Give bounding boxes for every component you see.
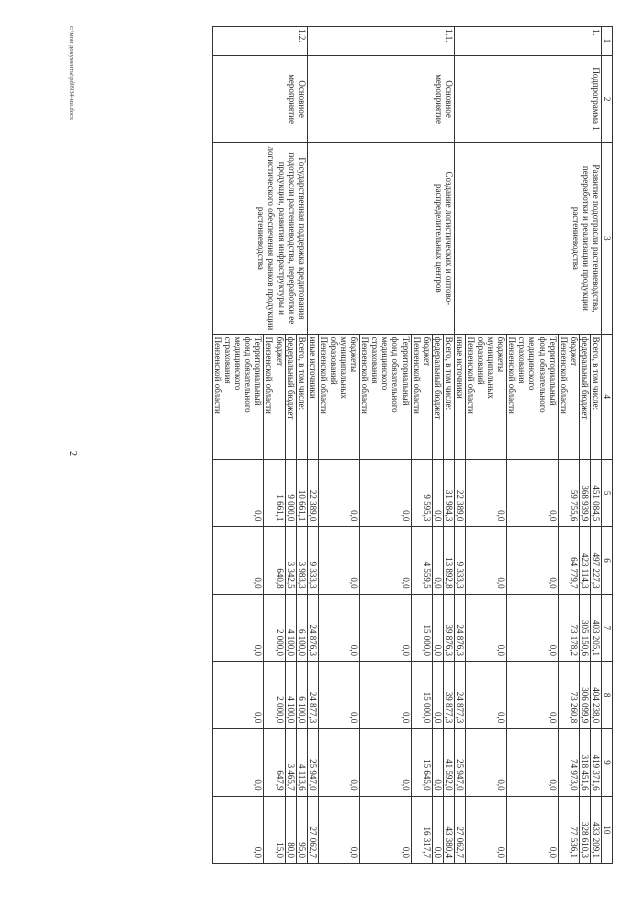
funding-source-line: Территориальный xyxy=(400,336,411,406)
funding-source-line: Пензенской области xyxy=(213,336,224,414)
group-num: 1. xyxy=(454,27,601,56)
table-row xyxy=(296,27,307,864)
funding-source-line: Территориальный xyxy=(547,336,558,406)
amount-cell: 0,0 xyxy=(360,661,411,728)
amount-cell: 0,0 xyxy=(507,459,558,526)
group-num: 1.1. xyxy=(307,27,454,56)
funding-source-line: страхования xyxy=(223,336,234,384)
file-path-footer: c:\мои документы\pd0934-ии.docx xyxy=(68,26,75,121)
funding-source-line: бюджеты xyxy=(349,336,360,373)
amount-cell: 4 100,0 xyxy=(285,594,296,661)
funding-source-line: Пензенской области xyxy=(318,336,329,414)
amount-cell: 73 260,8 xyxy=(558,661,579,728)
group-num: 1.2. xyxy=(213,27,308,56)
funding-source-line: иные источники xyxy=(454,336,465,399)
funding-source-line: муниципальных xyxy=(486,336,497,399)
amount-cell: 25 947,0 xyxy=(454,729,465,796)
amount-cell: 0,0 xyxy=(318,729,359,796)
amount-cell: 419 371,6 xyxy=(590,729,601,796)
column-header: 2 xyxy=(601,56,612,143)
amount-cell: 306 099,9 xyxy=(579,661,590,728)
amount-cell: 0,0 xyxy=(465,796,506,863)
funding-source xyxy=(296,334,307,459)
funding-source xyxy=(264,334,285,459)
amount-cell: 0,0 xyxy=(360,796,411,863)
amount-cell: 0,0 xyxy=(213,459,264,526)
amount-cell: 0,0 xyxy=(432,796,443,863)
amount-cell: 0,0 xyxy=(318,459,359,526)
amount-cell: 0,0 xyxy=(465,594,506,661)
funding-source-line: федеральный бюджет xyxy=(432,336,443,420)
column-header: 6 xyxy=(601,527,612,594)
funding-source-line: фонд обязательного xyxy=(537,336,548,413)
amount-cell: 9 333,3 xyxy=(307,527,318,594)
amount-cell: 73 178,2 xyxy=(558,594,579,661)
amount-cell: 0,0 xyxy=(432,729,443,796)
funding-source-line: Всего, в том числе: xyxy=(296,336,307,411)
column-header: 1 xyxy=(601,27,612,56)
amount-cell: 404 238,0 xyxy=(590,661,601,728)
amount-cell: 10 661,1 xyxy=(296,459,307,526)
amount-cell: 4 113,6 xyxy=(296,729,307,796)
amount-cell: 24 877,3 xyxy=(454,661,465,728)
amount-cell: 59 755,6 xyxy=(558,459,579,526)
amount-cell: 0,0 xyxy=(507,729,558,796)
funding-source-line: образований xyxy=(476,336,487,385)
funding-source-line: Пензенской области xyxy=(507,336,518,414)
amount-cell: 0,0 xyxy=(465,459,506,526)
rotated-page xyxy=(68,26,613,864)
amount-cell: 15 000,0 xyxy=(411,594,432,661)
group-name: Развитие подотрасли растениеводства, переработки и реализации продукции растениеводства xyxy=(454,143,601,334)
amount-cell: 24 876,3 xyxy=(307,594,318,661)
amount-cell: 647,9 xyxy=(264,729,285,796)
funding-source-line: Пензенской области xyxy=(465,336,476,414)
group-name: Создание логистических и оптово-распределительных центров xyxy=(307,143,454,334)
group-name: Государственная поддержка кредитования подотрасли растениеводства, переработки ее продукции, развития инфраструктуры и логистического обеспечения рынков продукции растениеводства xyxy=(213,143,308,334)
funding-source xyxy=(507,334,558,459)
amount-cell: 0,0 xyxy=(432,661,443,728)
amount-cell: 451 084,5 xyxy=(590,459,601,526)
amount-cell: 423 114,3 xyxy=(579,527,590,594)
funding-source xyxy=(443,334,454,459)
amount-cell: 2 000,0 xyxy=(264,594,285,661)
amount-cell: 328 610,3 xyxy=(579,796,590,863)
column-header: 10 xyxy=(601,796,612,863)
amount-cell: 27 062,7 xyxy=(307,796,318,863)
funding-source-line: фонд обязательного xyxy=(243,336,254,413)
amount-cell: 64 779,7 xyxy=(558,527,579,594)
funding-source-line: Пензенской области xyxy=(411,336,422,414)
amount-cell: 640,8 xyxy=(264,527,285,594)
funding-source-line: бюджет xyxy=(568,336,579,367)
amount-cell: 31 984,3 xyxy=(443,459,454,526)
funding-source xyxy=(411,334,432,459)
amount-cell: 0,0 xyxy=(318,796,359,863)
group-type: Подпрограмма 1 xyxy=(454,56,601,143)
group-type: Основное мероприятие xyxy=(213,56,308,143)
funding-source-line: бюджеты xyxy=(496,336,507,373)
funding-source-line: муниципальных xyxy=(339,336,350,399)
table-row xyxy=(443,27,454,864)
amount-cell: 15 645,0 xyxy=(411,729,432,796)
page-number: 2 xyxy=(67,451,78,456)
funding-source xyxy=(579,334,590,459)
funding-source-line: Территориальный xyxy=(253,336,264,406)
amount-cell: 368 939,9 xyxy=(579,459,590,526)
amount-cell: 0,0 xyxy=(507,661,558,728)
column-header: 9 xyxy=(601,729,612,796)
amount-cell: 0,0 xyxy=(213,594,264,661)
funding-source-line: федеральный бюджет xyxy=(579,336,590,420)
funding-source-line: Всего, в том числе: xyxy=(443,336,454,411)
funding-source-line: Пензенской области xyxy=(558,336,569,414)
amount-cell: 0,0 xyxy=(465,729,506,796)
amount-cell: 24 877,3 xyxy=(307,661,318,728)
amount-cell: 3 983,3 xyxy=(296,527,307,594)
funding-source xyxy=(558,334,579,459)
funding-source-line: фонд обязательного xyxy=(390,336,401,413)
amount-cell: 9 333,3 xyxy=(454,527,465,594)
funding-source xyxy=(465,334,506,459)
funding-source-line: Пензенской области xyxy=(360,336,371,414)
amount-cell: 9 000,0 xyxy=(285,459,296,526)
funding-source-line: бюджет xyxy=(421,336,432,367)
amount-cell: 6 100,0 xyxy=(296,594,307,661)
funding-source-line: страхования xyxy=(370,336,381,384)
amount-cell: 0,0 xyxy=(432,527,443,594)
amount-cell: 0,0 xyxy=(432,594,443,661)
amount-cell: 4 559,5 xyxy=(411,527,432,594)
funding-source xyxy=(454,334,465,459)
amount-cell: 0,0 xyxy=(507,594,558,661)
amount-cell: 0,0 xyxy=(318,661,359,728)
amount-cell: 3 342,5 xyxy=(285,527,296,594)
amount-cell: 9 595,3 xyxy=(411,459,432,526)
funding-source xyxy=(318,334,359,459)
funding-table xyxy=(212,26,613,864)
funding-source-line: образований xyxy=(328,336,339,385)
amount-cell: 6 100,0 xyxy=(296,661,307,728)
amount-cell: 0,0 xyxy=(507,527,558,594)
funding-source xyxy=(307,334,318,459)
amount-cell: 497 227,3 xyxy=(590,527,601,594)
amount-cell: 25 947,0 xyxy=(307,729,318,796)
funding-source-line: федеральный бюджет xyxy=(285,336,296,420)
funding-source xyxy=(360,334,411,459)
funding-source-line: страхования xyxy=(517,336,528,384)
amount-cell: 15,0 xyxy=(264,796,285,863)
amount-cell: 13 892,8 xyxy=(443,527,454,594)
amount-cell: 0,0 xyxy=(432,459,443,526)
column-header: 5 xyxy=(601,459,612,526)
column-header: 4 xyxy=(601,334,612,459)
amount-cell: 80,0 xyxy=(285,796,296,863)
amount-cell: 0,0 xyxy=(213,661,264,728)
column-header: 8 xyxy=(601,661,612,728)
amount-cell: 22 389,0 xyxy=(307,459,318,526)
amount-cell: 0,0 xyxy=(213,729,264,796)
amount-cell: 24 876,3 xyxy=(454,594,465,661)
column-number-row xyxy=(601,27,612,864)
funding-source-line: медицинского xyxy=(527,336,538,391)
funding-source-line: Всего, в том числе: xyxy=(590,336,601,411)
amount-cell: 0,0 xyxy=(318,527,359,594)
funding-source-line: Пензенской области xyxy=(264,336,275,414)
funding-source-line: иные источники xyxy=(307,336,318,399)
amount-cell: 2 000,0 xyxy=(264,661,285,728)
amount-cell: 0,0 xyxy=(465,661,506,728)
amount-cell: 305 150,6 xyxy=(579,594,590,661)
amount-cell: 39 877,3 xyxy=(443,661,454,728)
amount-cell: 95,0 xyxy=(296,796,307,863)
amount-cell: 27 062,7 xyxy=(454,796,465,863)
table-row xyxy=(590,27,601,864)
amount-cell: 0,0 xyxy=(318,594,359,661)
funding-source xyxy=(432,334,443,459)
amount-cell: 0,0 xyxy=(360,729,411,796)
amount-cell: 15 000,0 xyxy=(411,661,432,728)
amount-cell: 41 592,0 xyxy=(443,729,454,796)
amount-cell: 77 536,1 xyxy=(558,796,579,863)
amount-cell: 22 389,0 xyxy=(454,459,465,526)
amount-cell: 0,0 xyxy=(465,527,506,594)
column-header: 3 xyxy=(601,143,612,334)
amount-cell: 0,0 xyxy=(360,527,411,594)
table-body xyxy=(213,27,602,864)
amount-cell: 0,0 xyxy=(507,796,558,863)
column-header: 7 xyxy=(601,594,612,661)
funding-source-line: медицинского xyxy=(380,336,391,391)
group-type: Основное мероприятие xyxy=(307,56,454,143)
funding-source-line: бюджет xyxy=(274,336,285,367)
funding-source xyxy=(213,334,264,459)
amount-cell: 433 209,1 xyxy=(590,796,601,863)
amount-cell: 74 973,0 xyxy=(558,729,579,796)
amount-cell: 16 317,7 xyxy=(411,796,432,863)
amount-cell: 1 661,1 xyxy=(264,459,285,526)
amount-cell: 0,0 xyxy=(213,527,264,594)
amount-cell: 0,0 xyxy=(360,594,411,661)
amount-cell: 318 451,6 xyxy=(579,729,590,796)
amount-cell: 0,0 xyxy=(213,796,264,863)
amount-cell: 0,0 xyxy=(360,459,411,526)
funding-source xyxy=(590,334,601,459)
amount-cell: 39 876,3 xyxy=(443,594,454,661)
amount-cell: 3 465,7 xyxy=(285,729,296,796)
amount-cell: 4 100,0 xyxy=(285,661,296,728)
funding-source xyxy=(285,334,296,459)
funding-source-line: медицинского xyxy=(233,336,244,391)
amount-cell: 403 205,1 xyxy=(590,594,601,661)
amount-cell: 43 380,4 xyxy=(443,796,454,863)
